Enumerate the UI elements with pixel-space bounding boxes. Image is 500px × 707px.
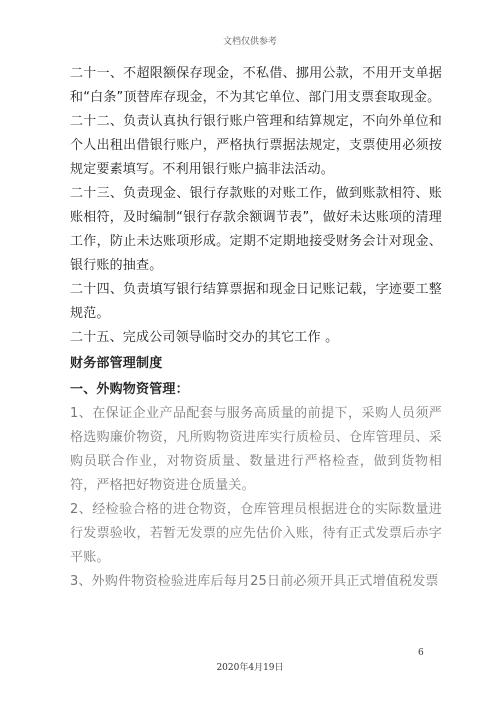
paragraph-24: 二十四、负责填写银行结算票据和现金日记账记载，字迹要工整规范。 xyxy=(70,282,442,321)
subsection-title: 一、外购物资管理： xyxy=(70,382,189,397)
page-header: 文档仅供参考 xyxy=(222,37,277,47)
paragraph-21: 二十一、不超限额保存现金，不私借、挪用公款，不用开支单据和“白条”顶替库存现金，不为其它单位、部门用支票套取现金。 xyxy=(70,66,442,105)
paragraph-25: 二十五、完成公司领导临时交办的其它工作 。 xyxy=(70,330,339,345)
footer-date: 2020年4月19日 xyxy=(216,663,284,673)
clause-3: 3、外购件物资检验进库后每月25日前必须开具正式增值税发票 xyxy=(70,574,439,589)
clause-2: 2、经检验合格的进仓物资，仓库管理员根据进仓的实际数量进行发票验收，若暂无发票的应先估价入账，待有正式发票后赤字平账。 xyxy=(70,502,442,565)
clause-1: 1、在保证企业产品配套与服务高质量的前提下，采购人员须严格选购廉价物资，凡所购物资进库实行质检员、仓库管理员、采购员联合作业，对物资质量、数量进行严格检查，做到货物相符，严格把好物资进仓质量关。 xyxy=(70,406,442,493)
paragraph-23: 二十三、负责现金、银行存款账的对账工作，做到账款相符、账账相符，及时编制“银行存款余额调节表”，做好未达账项的清理工作，防止未达账项形成。定期不定期地接受财务会计对现金、银行账的抽查。 xyxy=(70,186,442,273)
paragraph-22: 二十二、负责认真执行银行账户管理和结算规定，不向外单位和个人出租出借银行账户，严格执行票据法规定，支票使用必须按规定要素填写。不利用银行账户搞非法活动。 xyxy=(70,114,442,177)
document-body xyxy=(70,62,442,594)
section-title: 财务部管理制度 xyxy=(70,356,163,371)
page-number: 6 xyxy=(418,648,424,658)
